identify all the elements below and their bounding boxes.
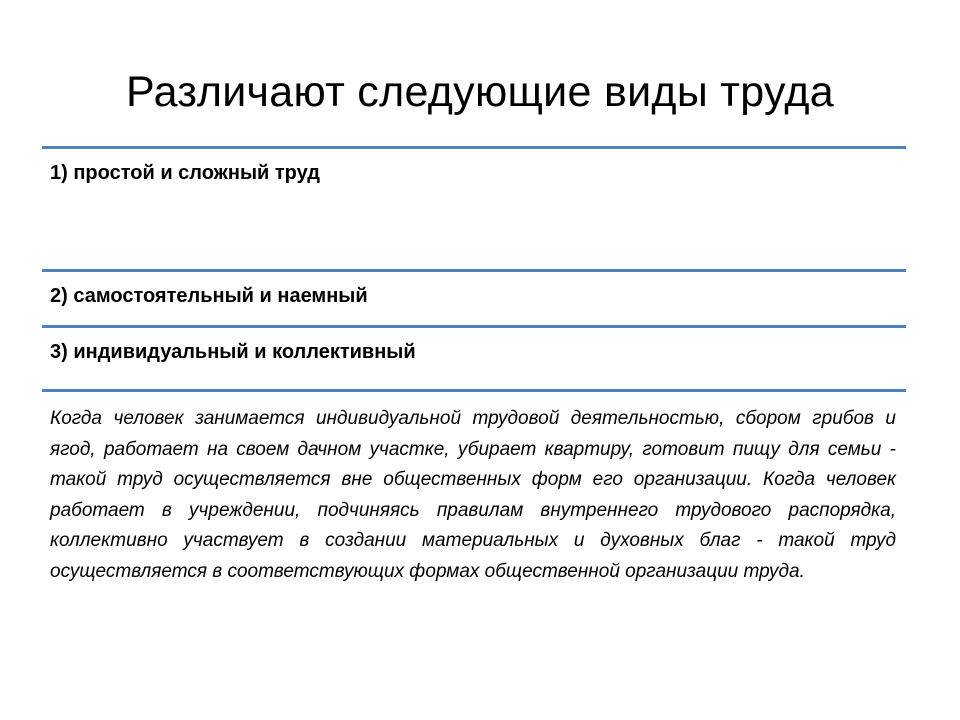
labor-type-item-independent-hired: 2) самостоятельный и наемный <box>50 285 368 307</box>
divider-line <box>42 146 906 149</box>
description-paragraph: Когда человек занимается индивидуальной трудовой деятельностью, сбором грибов и ягод, работает на своем дачном участке, убирает квартиру, готовит пищу для семьи - такой труд осуществляется вне общественных форм его организации. Когда человек работает в учреждении, подчиняясь правилам внутреннего трудового распорядка, коллективно участвует в создании материальных и духовных благ - такой труд осуществляется в соответствующих формах общественной организации труда. <box>50 408 896 582</box>
labor-type-item-individual-collective: 3) индивидуальный и коллективный <box>50 341 416 363</box>
divider-line <box>42 389 906 392</box>
divider-line <box>42 325 906 328</box>
slide-title: Различают следующие виды труда <box>126 68 834 116</box>
labor-type-item-simple-complex: 1) простой и сложный труд <box>50 162 320 184</box>
divider-line <box>42 269 906 272</box>
